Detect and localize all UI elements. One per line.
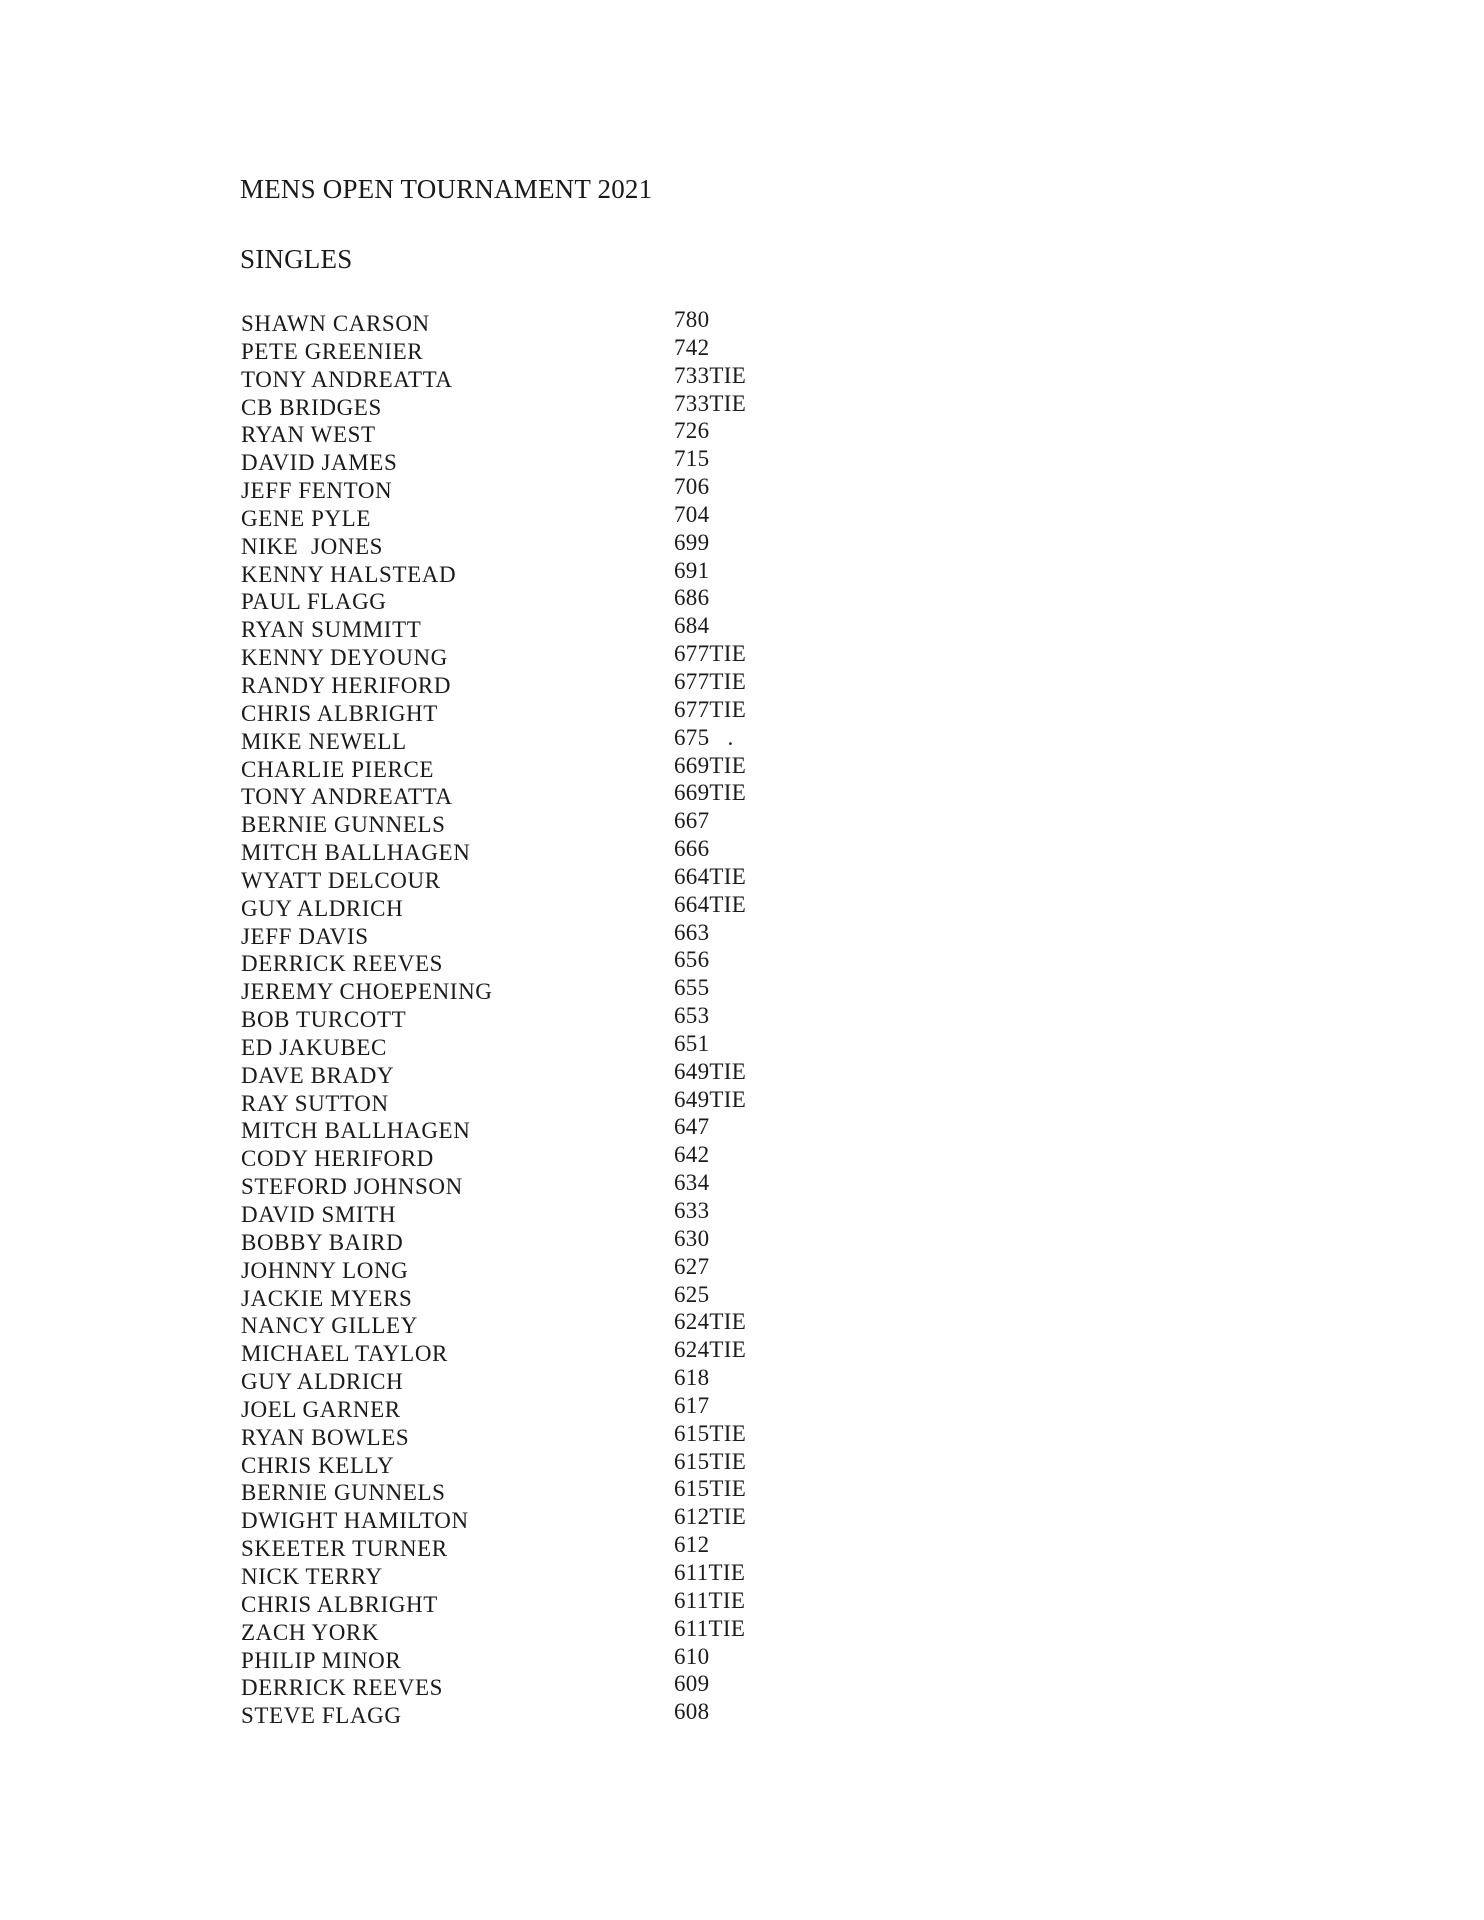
- player-name: CB BRIDGES: [241, 394, 382, 420]
- player-name: JEREMY CHOEPENING: [241, 979, 493, 1005]
- list-item: [241, 1253, 801, 1285]
- player-name: DAVE BRADY: [241, 1062, 395, 1088]
- player-score: 691: [674, 557, 710, 583]
- player-name: TONY ANDREATTA: [241, 366, 453, 392]
- player-score: 642: [674, 1142, 710, 1168]
- player-score: 686: [674, 585, 710, 611]
- list-item: [241, 891, 801, 923]
- player-name: JACKIE MYERS: [241, 1285, 413, 1311]
- player-score: 677TIE: [674, 641, 747, 667]
- list-item: [241, 1699, 801, 1730]
- player-name: JEFF FENTON: [241, 478, 393, 504]
- player-score: 706: [674, 474, 710, 500]
- player-name: MITCH BALLHAGEN: [241, 1118, 471, 1144]
- player-score: 675 .: [674, 724, 734, 750]
- list-item: [241, 1615, 801, 1647]
- list-item: [241, 1142, 801, 1173]
- player-name: MITCH BALLHAGEN: [241, 840, 471, 866]
- list-item: [241, 1643, 801, 1675]
- player-score: 656: [674, 947, 710, 973]
- player-name: TONY ANDREATTA: [241, 784, 453, 810]
- player-score: 624TIE: [674, 1309, 747, 1335]
- player-name: KENNY DEYOUNG: [241, 645, 448, 671]
- player-score: 625: [674, 1281, 710, 1307]
- player-name: NANCY GILLEY: [241, 1313, 418, 1339]
- player-name: BERNIE GUNNELS: [241, 1480, 446, 1506]
- player-score: 669TIE: [674, 780, 747, 806]
- player-name: DERRICK REEVES: [241, 1675, 443, 1701]
- player-name: DWIGHT HAMILTON: [241, 1508, 469, 1534]
- list-item: [241, 947, 801, 978]
- player-name: STEVE FLAGG: [241, 1703, 402, 1729]
- list-item: [241, 808, 801, 839]
- player-name: BOBBY BAIRD: [241, 1229, 404, 1255]
- player-score: 649TIE: [674, 1086, 747, 1112]
- player-score: 617: [674, 1392, 710, 1418]
- player-score: 615TIE: [674, 1420, 747, 1446]
- list-item: [241, 1337, 801, 1368]
- player-score: 677TIE: [674, 668, 747, 694]
- list-item: [241, 307, 801, 338]
- list-item: [241, 1225, 801, 1257]
- player-name: JOEL GARNER: [241, 1396, 401, 1422]
- player-score: 612TIE: [674, 1504, 747, 1530]
- list-item: [241, 501, 801, 533]
- player-score: 608: [674, 1699, 710, 1725]
- player-name: CHARLIE PIERCE: [241, 756, 435, 782]
- player-score: 742: [674, 334, 710, 360]
- player-score: 624TIE: [674, 1337, 747, 1363]
- player-name: DAVID SMITH: [241, 1202, 397, 1227]
- player-name: GUY ALDRICH: [241, 1369, 404, 1395]
- player-name: PETE GREENIER: [241, 338, 424, 364]
- player-name: WYATT DELCOUR: [241, 867, 441, 893]
- player-score: 633: [674, 1198, 710, 1223]
- list-item: [241, 418, 801, 449]
- player-name: RAY SUTTON: [241, 1090, 389, 1116]
- player-score: 733TIE: [674, 390, 747, 416]
- player-name: NICK TERRY: [241, 1563, 383, 1589]
- player-name: NIKE JONES: [241, 533, 384, 559]
- player-score: 664TIE: [674, 863, 747, 889]
- player-name: GENE PYLE: [241, 505, 371, 531]
- player-score: 615TIE: [674, 1476, 747, 1502]
- list-item: [241, 975, 801, 1006]
- player-score: 655: [674, 975, 710, 1001]
- list-item: [241, 1671, 801, 1702]
- player-score: 653: [674, 1003, 710, 1029]
- player-score: 649TIE: [674, 1058, 747, 1084]
- list-item: [241, 1086, 801, 1118]
- player-score: 630: [674, 1225, 710, 1251]
- player-name: CHRIS KELLY: [241, 1452, 395, 1478]
- player-name: BERNIE GUNNELS: [241, 812, 446, 838]
- player-name: DAVID JAMES: [241, 450, 398, 476]
- player-name: KENNY HALSTEAD: [241, 561, 457, 587]
- player-score: 684: [674, 613, 710, 639]
- player-name: RANDY HERIFORD: [241, 672, 452, 698]
- player-name: JEFF DAVIS: [241, 923, 369, 949]
- list-item: [241, 390, 801, 422]
- player-name: DERRICK REEVES: [241, 951, 443, 977]
- list-item: [241, 1365, 801, 1396]
- list-item: [241, 1170, 801, 1201]
- player-score: 669TIE: [674, 752, 747, 778]
- player-score: 667: [674, 808, 710, 834]
- player-name: PHILIP MINOR: [241, 1647, 402, 1673]
- score-list: [241, 307, 801, 1730]
- player-score: 611TIE: [674, 1587, 746, 1613]
- player-name: RYAN BOWLES: [241, 1424, 410, 1450]
- list-item: [241, 557, 801, 589]
- list-item: [241, 1114, 801, 1145]
- player-score: 627: [674, 1253, 710, 1279]
- list-item: [241, 585, 801, 616]
- list-item: [241, 529, 801, 561]
- player-score: 663: [674, 919, 710, 945]
- list-item: [241, 919, 801, 951]
- player-score: 699: [674, 529, 710, 555]
- player-score: 609: [674, 1671, 710, 1697]
- player-score: 647: [674, 1114, 710, 1140]
- list-item: [241, 1504, 801, 1535]
- player-score: 733TIE: [674, 362, 747, 388]
- player-name: GUY ALDRICH: [241, 895, 404, 921]
- player-score: 664TIE: [674, 891, 747, 917]
- player-score: 612: [674, 1532, 710, 1558]
- player-score: 666: [674, 836, 710, 862]
- player-score: 677TIE: [674, 696, 747, 722]
- player-name: RYAN WEST: [241, 422, 376, 448]
- list-item: [241, 780, 801, 811]
- document-title: MENS OPEN TOURNAMENT 2021: [240, 174, 653, 204]
- player-name: RYAN SUMMITT: [241, 617, 422, 643]
- player-score: 611TIE: [674, 1615, 746, 1641]
- player-score: 610: [674, 1643, 710, 1669]
- player-name: CODY HERIFORD: [241, 1146, 434, 1172]
- player-name: ED JAKUBEC: [241, 1034, 387, 1060]
- player-score: 726: [674, 418, 710, 444]
- list-item: [241, 1198, 801, 1229]
- player-name: PAUL FLAGG: [241, 589, 387, 615]
- player-score: 715: [674, 446, 710, 472]
- player-name: JOHNNY LONG: [241, 1257, 409, 1283]
- list-item: [241, 474, 801, 505]
- player-score: 780: [674, 307, 710, 332]
- section-heading: SINGLES: [240, 244, 353, 274]
- player-name: SHAWN CARSON: [241, 311, 430, 336]
- player-score: 704: [674, 501, 710, 527]
- player-score: 634: [674, 1170, 710, 1196]
- player-name: CHRIS ALBRIGHT: [241, 1591, 438, 1617]
- player-score: 611TIE: [674, 1559, 746, 1585]
- player-name: ZACH YORK: [241, 1619, 380, 1645]
- player-name: SKEETER TURNER: [241, 1536, 448, 1562]
- player-name: MICHAEL TAYLOR: [241, 1341, 448, 1367]
- player-name: STEFORD JOHNSON: [241, 1174, 463, 1200]
- list-item: [241, 446, 801, 477]
- player-name: BOB TURCOTT: [241, 1007, 407, 1033]
- player-name: MIKE NEWELL: [241, 728, 407, 754]
- player-score: 651: [674, 1030, 710, 1056]
- list-item: [241, 1003, 801, 1034]
- player-score: 615TIE: [674, 1448, 747, 1474]
- player-name: CHRIS ALBRIGHT: [241, 700, 438, 726]
- player-score: 618: [674, 1365, 710, 1391]
